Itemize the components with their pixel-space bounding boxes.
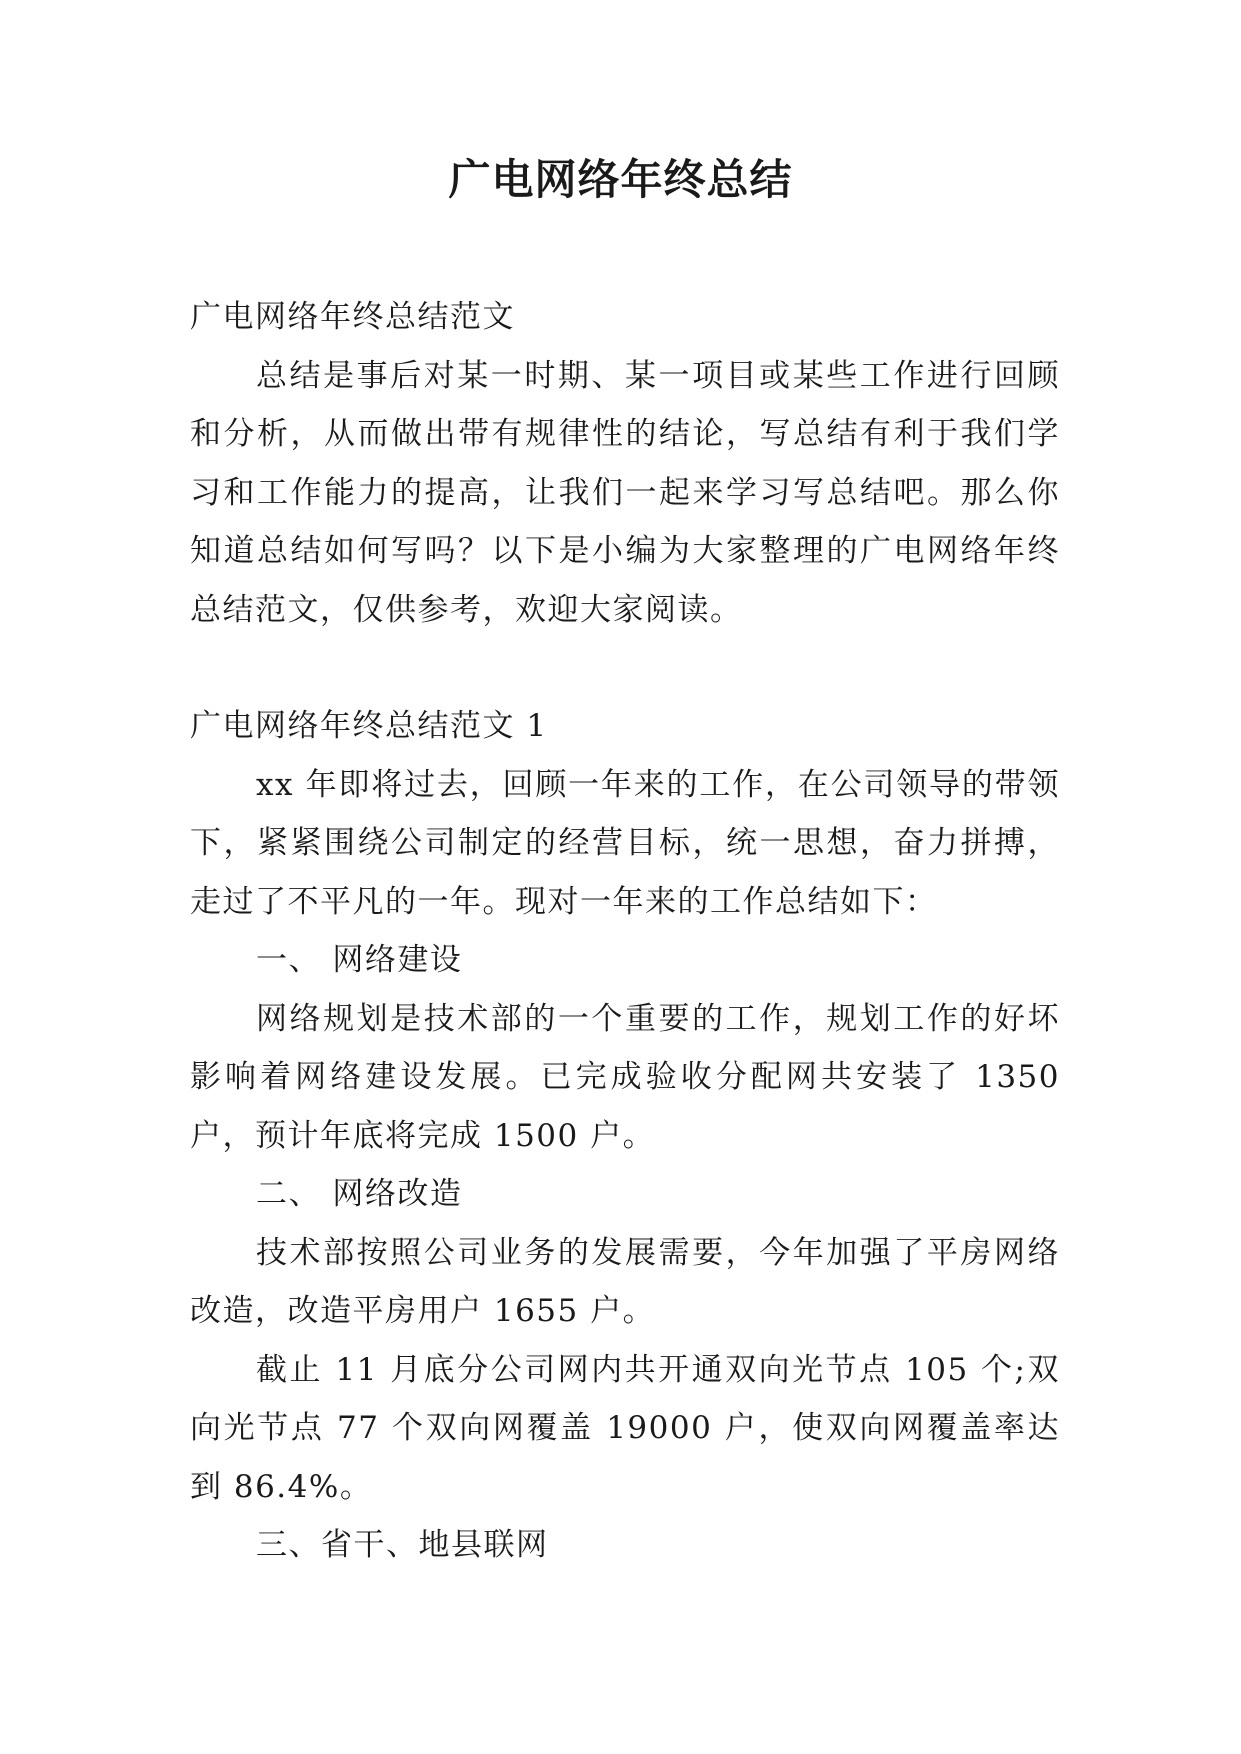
document-title: 广电网络年终总结	[448, 155, 793, 204]
item-heading-network-renovation: 二、 网络改造	[256, 1176, 463, 1212]
item-heading-network-construction: 一、 网络建设	[256, 942, 463, 978]
intro-paragraph: 总结是事后对某一时期、某一项目或某些工作进行回顾和分析，从而做出带有规律性的结论，写总结有利于我们学习和工作能力的提高，让我们一起来学习写总结吧。那么你知道总结如何写吗？以下是小编为大家整理的广电网络年终总结范文，仅供参考，欢迎大家阅读。	[190, 357, 1060, 628]
item-paragraph-network-construction: 网络规划是技术部的一个重要的工作，规划工作的好坏影响着网络建设发展。已完成验收分配网共安装了 1350 户，预计年底将完成 1500 户。	[190, 1000, 1060, 1154]
paragraph-spacer	[190, 639, 1060, 697]
subtitle: 广电网络年终总结范文	[190, 299, 515, 335]
document-body	[190, 288, 1060, 1575]
item-paragraph-network-renovation: 技术部按照公司业务的发展需要，今年加强了平房网络改造，改造平房用户 1655 户。	[190, 1234, 1060, 1329]
item-paragraph-optical-nodes: 截止 11 月底分公司网内共开通双向光节点 105 个;双向光节点 77 个双向网覆盖 19000 户，使双向网覆盖率达到 86.4%。	[190, 1351, 1060, 1505]
section-heading: 广电网络年终总结范文 1	[190, 708, 548, 744]
item-heading-interconnection: 三、省干、地县联网	[256, 1527, 549, 1563]
section-paragraph: xx 年即将过去，回顾一年来的工作，在公司领导的带领下，紧紧围绕公司制定的经营目标，统一思想，奋力拼搏，走过了不平凡的一年。现对一年来的工作总结如下：	[190, 766, 1060, 920]
